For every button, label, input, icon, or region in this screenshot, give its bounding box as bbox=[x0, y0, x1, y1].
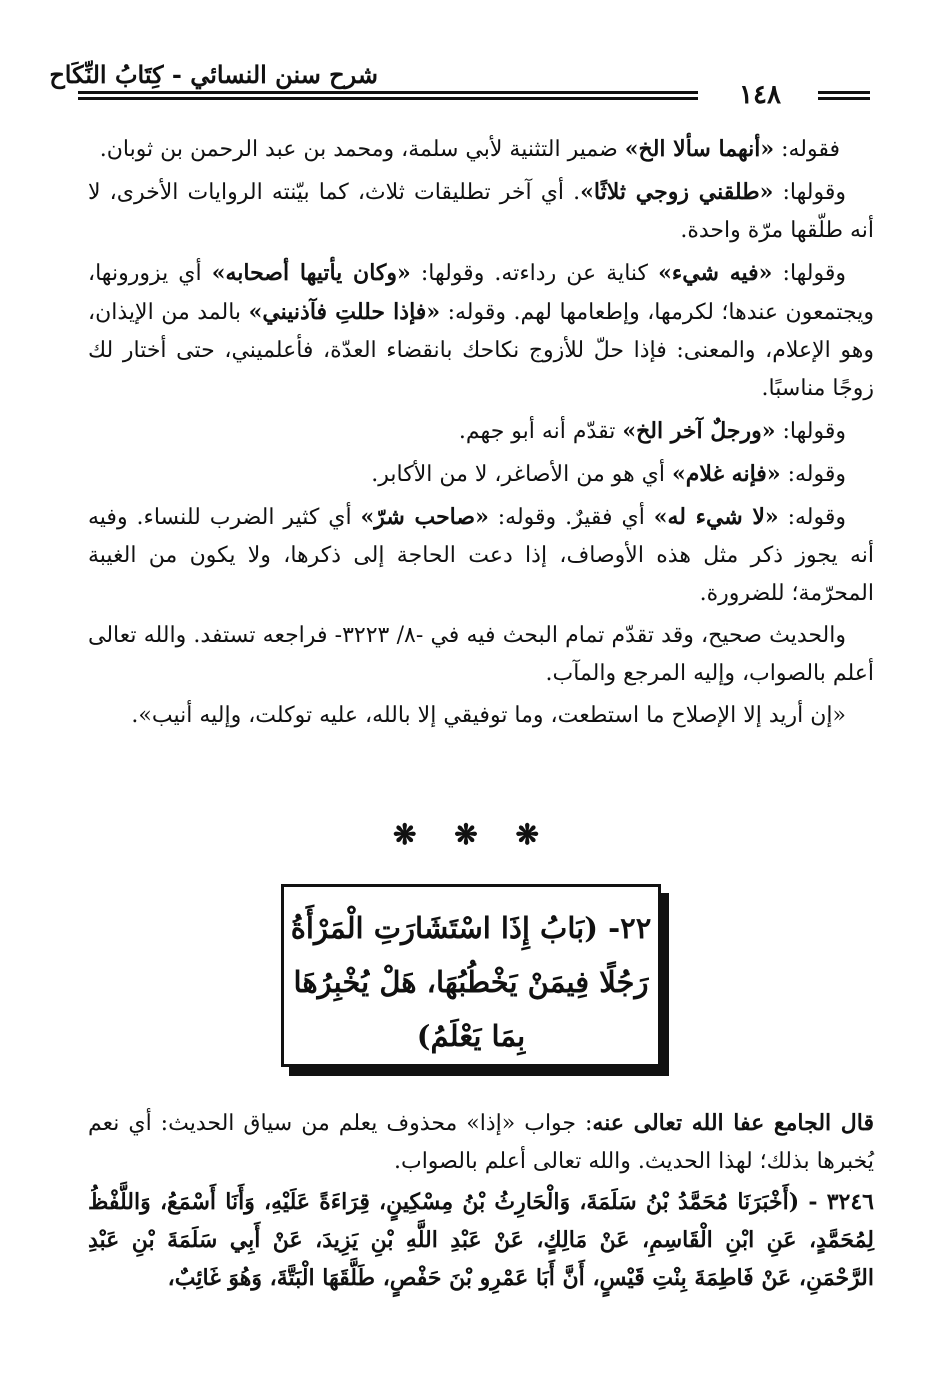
quoted-phrase: «ورجلٌ آخر الخ» bbox=[622, 418, 776, 444]
paragraph-1: فقوله: «أنهما سألا الخ» ضمير التثنية لأبي سلمة، ومحمد بن عبد الرحمن بن ثوبان. bbox=[99, 136, 840, 162]
quoted-phrase: «وكان يأتيها أصحابه» bbox=[211, 260, 411, 286]
compiler-note-lead: قال الجامع عفا الله تعالى عنه bbox=[592, 1110, 874, 1136]
commentary-body bbox=[88, 130, 874, 739]
paragraph-7: والحديث صحيح، وقد تقدّم تمام البحث فيه في -٨/ ٣٢٢٣- فراجعه تستفد. والله تعالى أعلم بالصواب، وإليه المرجع والمآب. bbox=[88, 623, 874, 686]
page-number: ١٤٨ bbox=[739, 80, 781, 110]
quoted-phrase: «فيه شيء» bbox=[658, 260, 773, 286]
quoted-phrase: «لا شيء له» bbox=[653, 504, 779, 530]
header-rule bbox=[78, 91, 698, 100]
paragraph-3: وقولها: «فيه شيء» كناية عن رداءته. وقولها: «وكان يأتيها أصحابه» أي يزورونها، ويجتمعون عندها؛ لكرمها، وإطعامها لهم. وقوله: «فإذا حللتِ فآذنيني» بالمد من الإيذان، وهو الإعلام، والمعنى: فإذا حلّ للأزوج نكاحك بانقضاء العدّة، فأعلميني، حتى أختار لك زوجًا مناسبًا. bbox=[88, 260, 874, 401]
hadith-text: ٣٢٤٦ - (أَخْبَرَنَا مُحَمَّدُ بْنُ سَلَمَةَ، وَالْحَارِثُ بْنُ مِسْكِينٍ، قِرَاءَةً عَلَيْهِ، وَأَنَا أَسْمَعُ، وَاللَّفْظُ لِمُحَمَّدٍ، عَنِ ابْنِ الْقَاسِمِ، عَنْ مَالِكٍ، عَنْ عَبْدِ اللَّهِ بْنِ يَزِيدَ، عَنْ أَبِي سَلَمَةَ بْنِ عَبْدِ الرَّحْمَنِ، عَنْ فَاطِمَةَ بِنْتِ قَيْسٍ، أَنَّ أَبَا عَمْرِو بْنَ حَفْصٍ، طَلَّقَهَا الْبَتَّةَ، وَهُوَ غَائِبٌ، bbox=[88, 1189, 874, 1291]
header-rule-short bbox=[818, 91, 870, 100]
quoted-phrase: «أنهما سألا الخ» bbox=[624, 136, 775, 162]
paragraph-4: وقولها: «ورجلٌ آخر الخ» تقدّم أنه أبو جهم. bbox=[458, 418, 846, 444]
chapter-heading-line: ٢٢- (بَابُ إِذَا اسْتَشَارَتِ الْمَرْأَةُ bbox=[290, 911, 652, 945]
section-divider-ornaments: ❋ ❋ ❋ bbox=[393, 818, 553, 851]
running-title: شرح سنن النسائي - كِتَابُ النِّكَاح bbox=[49, 60, 378, 89]
compiler-note-text: : جواب «إذا» محذوف يعلم من سياق الحديث: أي نعم يُخبرها بذلك؛ لهذا الحديث. والله تعالى أعلم بالصواب. bbox=[88, 1111, 874, 1174]
quoted-phrase: «صاحب شرّ» bbox=[360, 504, 489, 530]
chapter-heading-box bbox=[281, 884, 661, 1067]
chapter-heading-line: رَجُلًا فِيمَنْ يَخْطُبُهَا، هَلْ يُخْبِرُهَا bbox=[293, 965, 649, 999]
paragraph-8: «إن أريد إلا الإصلاح ما استطعت، وما توفيقي إلا بالله، عليه توكلت، وإليه أنيب». bbox=[131, 703, 846, 728]
paragraph-2: وقولها: «طلقني زوجي ثلاثًا». أي آخر تطليقات ثلاث، كما بيّنته الروايات الأخرى، لا أنه طلّقها مرّة واحدة. bbox=[88, 179, 874, 243]
chapter-heading-line: بِمَا يَعْلَمُ) bbox=[416, 1019, 526, 1053]
quoted-phrase: «فإنه غلام» bbox=[672, 461, 781, 487]
paragraph-6: وقوله: «لا شيء له» أي فقيرٌ. وقوله: «صاحب شرّ» أي كثير الضرب للنساء. وفيه أنه يجوز ذكر مثل هذه الأوصاف، إذا دعت الحاجة إلى ذكرها، ولا يكون من الغيبة المحرّمة؛ للضرورة. bbox=[88, 504, 874, 606]
paragraph-5: وقوله: «فإنه غلام» أي هو من الأصاغر، لا من الأكابر. bbox=[371, 461, 846, 487]
quoted-phrase: «فإذا حللتِ فآذنيني» bbox=[248, 299, 441, 325]
compiler-note bbox=[88, 1104, 874, 1181]
quoted-phrase: «طلقني زوجي ثلاثًا» bbox=[580, 179, 774, 205]
